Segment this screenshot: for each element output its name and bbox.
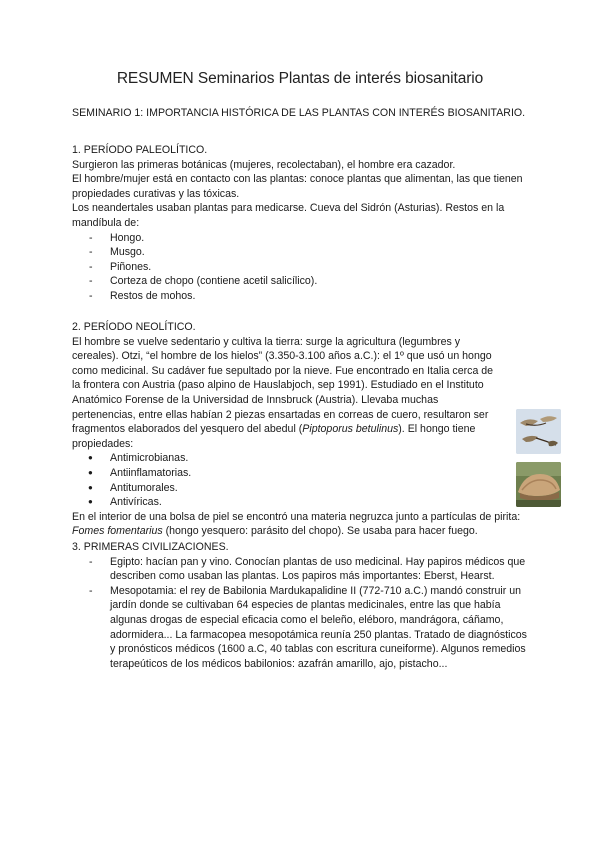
seminar-heading: SEMINARIO 1: IMPORTANCIA HISTÓRICA DE LAS PLANTAS CON INTERÉS BIOSANITARIO. [72,107,526,119]
fungus-fragments-photo [516,409,561,454]
list-item: - Restos de mohos. [72,289,532,304]
section2-p1-text: El hombre se vuelve sedentario y cultiva la tierra: surge la agricultura (legumbres y cereales). Otzi, “el hombre de los hielos” (3.350-3.100 años a.C.): el 1º que usó un hongo como medicinal. Su cadáver fue sepultado por la nieve. Fue encontrado en Italia cerca de la frontera con Austria (paso alpino de Hauslabjoch, sep 1991). Estudiado en el Instituto Anatómico Forense de la Universidad de Innsbruck (Austria). Llevaba muchas pertenencias, entre ellas habían 2 piezas ensartadas en correas de cuero, resultaron ser fragmentos elaborados del yesquero del abedul ( [72,335,494,436]
fomes-fomentarius-photo [516,462,561,507]
fungus-fragments-illustration [516,409,561,454]
list-item: ● Antimicrobianas. [72,451,532,466]
section1-list [72,231,532,304]
section2-p2-end: (hongo yesquero: parásito del chopo). Se usaba para hacer fuego. [162,525,478,538]
list-item: - Mesopotamia: el rey de Babilonia Mardukapalidine II (772-710 a.C.) mandó construir un jardín donde se cultivaban 64 especies de plantas medicinales, entre las que había algunas drogas de especial eficacia como el beleño, eléboro, mandrágora, cáñamo, adormidera... La farmacopea mesopotámica reunía 250 plantas. Tratado de diagnósticos y pronósticos médicos (1600 a.C, 40 tablas con escritura cuneiforme). Algunos remedios terapeúticos de los médicos babilonios: azafrán amarillo, ajo, pistacho... [72,584,532,672]
section1-heading: 1. PERÍODO PALEOLÍTICO. [72,144,208,156]
section-civilizaciones [72,540,532,671]
section2-list [72,451,532,509]
list-item: ● Antitumorales. [72,481,532,496]
section3-list [72,555,532,672]
list-item: - Egipto: hacían pan y vino. Conocían plantas de uso medicinal. Hay papiros médicos que describen como usaban las plantas. Los papiros más importantes: Eberst, Hearst. [72,555,532,584]
document-title: RESUMEN Seminarios Plantas de interés biosanitario [116,70,484,87]
section2-paragraph-1 [72,335,504,452]
list-item: - Corteza de chopo (contiene acetil salicílico). [72,274,532,289]
section2-p2-text: En el interior de una bolsa de piel se encontró una materia negruzca junto a partículas de pirita: [72,510,521,523]
list-item: - Piñones. [72,260,532,275]
section2-heading: 2. PERÍODO NEOLÍTICO. [72,321,196,333]
list-item: ● Antivíricas. [72,495,532,510]
section3-heading: 3. PRIMERAS CIVILIZACIONES. [72,541,229,553]
fomes-fungus-illustration [516,462,561,507]
section1-paragraph-3: Los neandertales usaban plantas para medicarse. Cueva del Sidrón (Asturias). Restos en la mandíbula de: [72,202,505,229]
section-paleolitico [72,143,532,304]
section-neolitico [72,320,532,539]
section2-p1-end: ). El hongo tiene propiedades: [72,423,476,450]
seminar-heading-block [72,106,532,121]
list-item: ● Antiinflamatorias. [72,466,532,481]
section1-paragraph-2: El hombre/mujer está en contacto con las plantas: conoce plantas que alimentan, las que tienen propiedades curativas y las tóxicas. [72,173,523,200]
species-name-fomes: Fomes fomentarius [72,525,163,538]
section2-paragraph-2 [72,510,532,539]
section1-paragraph-1: Surgieron las primeras botánicas (mujeres, recolectaban), el hombre era cazador. [72,158,456,171]
list-item: - Hongo. [72,231,532,246]
species-name-piptoporus: Piptoporus betulinus [302,423,399,436]
list-item: - Musgo. [72,245,532,260]
